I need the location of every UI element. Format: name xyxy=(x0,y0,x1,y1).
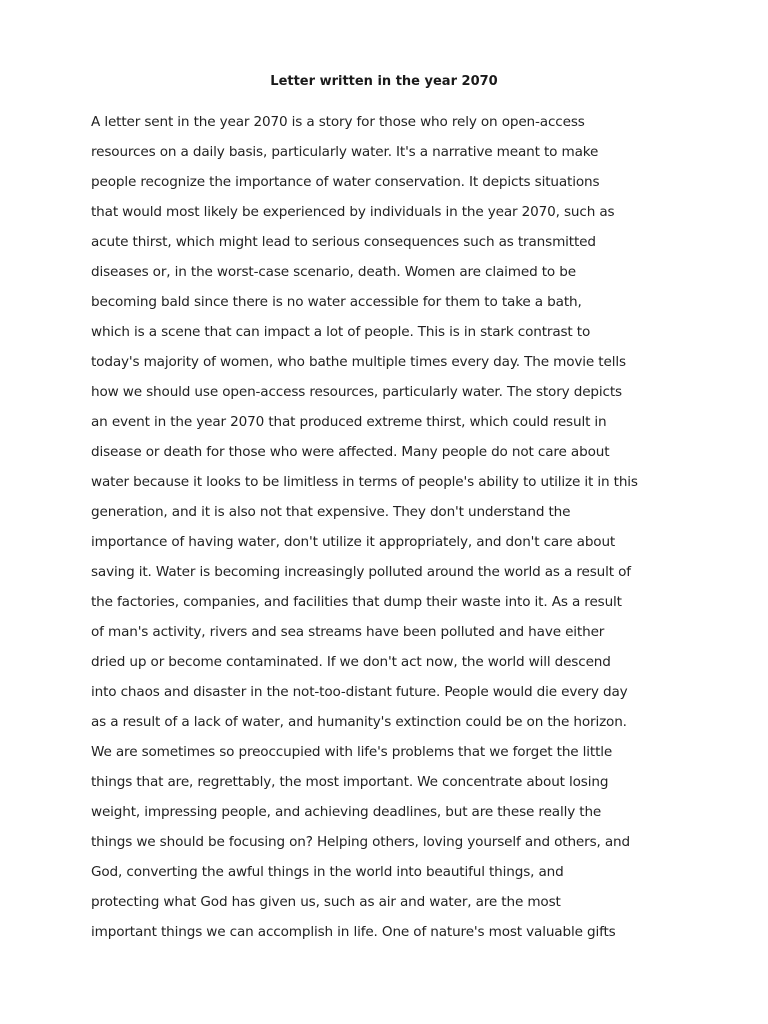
body-line: things that are, regrettably, the most important. We concentrate about losing xyxy=(91,774,609,790)
body-line: We are sometimes so preoccupied with life's problems that we forget the little xyxy=(91,744,613,760)
body-line: generation, and it is also not that expensive. They don't understand the xyxy=(91,504,571,520)
body-line: that would most likely be experienced by individuals in the year 2070, such as xyxy=(91,204,615,220)
body-line: how we should use open-access resources, particularly water. The story depicts xyxy=(91,384,622,400)
body-line: resources on a daily basis, particularly water. It's a narrative meant to make xyxy=(91,144,599,160)
body-line: as a result of a lack of water, and humanity's extinction could be on the horizon. xyxy=(91,714,627,730)
body-line: acute thirst, which might lead to serious consequences such as transmitted xyxy=(91,234,596,250)
body-line: of man's activity, rivers and sea streams have been polluted and have either xyxy=(91,624,605,640)
body-line: saving it. Water is becoming increasingly polluted around the world as a result of xyxy=(91,564,631,580)
body-line: protecting what God has given us, such as air and water, are the most xyxy=(91,894,561,910)
body-line: important things we can accomplish in life. One of nature's most valuable gifts xyxy=(91,924,616,940)
body-line: weight, impressing people, and achieving deadlines, but are these really the xyxy=(91,804,602,820)
body-line: which is a scene that can impact a lot of people. This is in stark contrast to xyxy=(91,324,591,340)
body-line: God, converting the awful things in the world into beautiful things, and xyxy=(91,864,564,880)
body-line: an event in the year 2070 that produced extreme thirst, which could result in xyxy=(91,414,607,430)
body-line: becoming bald since there is no water accessible for them to take a bath, xyxy=(91,294,582,310)
body-line: disease or death for those who were affected. Many people do not care about xyxy=(91,444,610,460)
document-title: Letter written in the year 2070 xyxy=(270,74,498,89)
body-line: importance of having water, don't utilize it appropriately, and don't care about xyxy=(91,534,616,550)
body-line: the factories, companies, and facilities that dump their waste into it. As a result xyxy=(91,594,622,610)
body-line: people recognize the importance of water conservation. It depicts situations xyxy=(91,174,600,190)
body-line: diseases or, in the worst-case scenario, death. Women are claimed to be xyxy=(91,264,576,280)
body-line: A letter sent in the year 2070 is a story for those who rely on open-access xyxy=(91,114,585,130)
body-line: into chaos and disaster in the not-too-distant future. People would die every day xyxy=(91,684,628,700)
body-line: things we should be focusing on? Helping others, loving yourself and others, and xyxy=(91,834,630,850)
body-line: dried up or become contaminated. If we don't act now, the world will descend xyxy=(91,654,611,670)
body-line: today's majority of women, who bathe multiple times every day. The movie tells xyxy=(91,354,626,370)
body-line: water because it looks to be limitless in terms of people's ability to utilize it in this xyxy=(91,474,638,490)
document-body xyxy=(91,107,691,947)
